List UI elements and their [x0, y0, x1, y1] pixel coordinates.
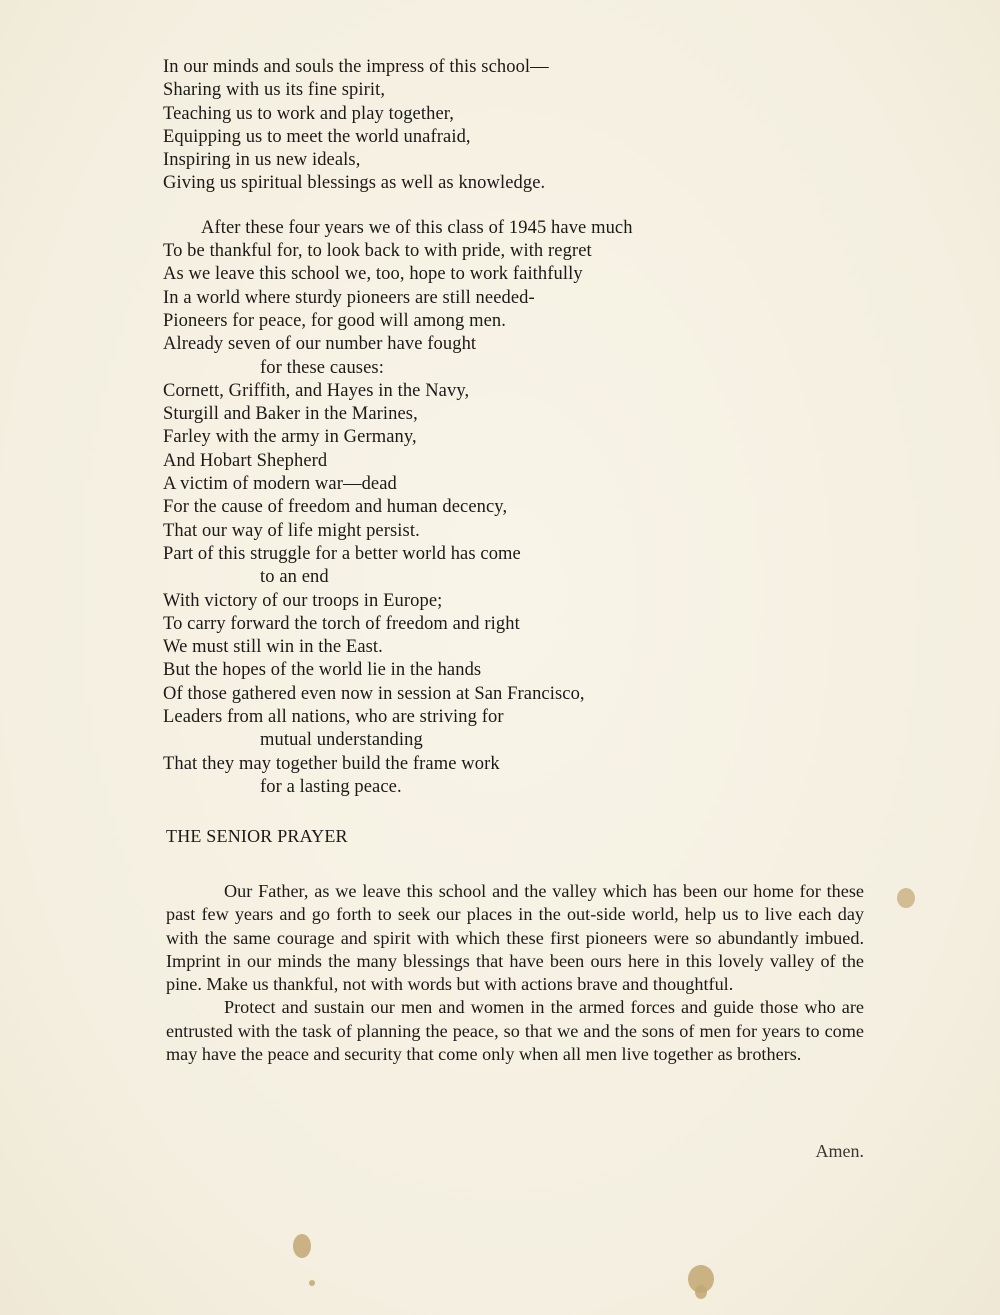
poem-line: Pioneers for peace, for good will among men. — [163, 310, 506, 331]
poem-line: After these four years we of this class of 1945 have much — [201, 217, 633, 238]
poem-line: We must still win in the East. — [163, 637, 383, 658]
poem-line: Farley with the army in Germany, — [163, 427, 417, 448]
stain-spot — [897, 888, 915, 908]
poem-line: Teaching us to work and play together, — [163, 103, 455, 124]
poem-line: Already seven of our number have fought — [163, 334, 477, 355]
poem-line: In a world where sturdy pioneers are still needed- — [163, 287, 535, 308]
poem-line: to an end — [260, 567, 329, 588]
poem-line: To be thankful for, to look back to with pride, with regret — [163, 241, 592, 262]
poem-line: To carry forward the torch of freedom and right — [163, 613, 520, 634]
poem-line: Giving us spiritual blessings as well as knowledge. — [163, 173, 546, 194]
poem-line: Leaders from all nations, who are striving for — [163, 707, 504, 728]
poem-line: Part of this struggle for a better world has come — [163, 543, 521, 564]
poem-line: For the cause of freedom and human decency, — [163, 497, 508, 518]
poem-line: Sharing with us its fine spirit, — [163, 80, 386, 101]
prayer-paragraph: Our Father, as we leave this school and the valley which has been our home for these past few years and go forth to seek our places in the out-side world, help us to live each day with the same courage and spirit with which these first pioneers were so abundantly imbued. Imprint in our minds the many blessings that have been ours here in this lovely valley of the pine. Make us thankful, not with words but with actions brave and thoughtful. — [166, 881, 864, 995]
poem-line: And Hobart Shepherd — [163, 450, 328, 471]
prayer-body — [166, 880, 864, 1066]
poem-line: Cornett, Griffith, and Hayes in the Navy, — [163, 380, 470, 401]
poem-line: With victory of our troops in Europe; — [163, 590, 443, 611]
poem-line: A victim of modern war—dead — [163, 474, 397, 495]
stanza-2 — [163, 217, 803, 799]
poem-line: That our way of life might persist. — [163, 520, 420, 541]
poem-line: Inspiring in us new ideals, — [163, 150, 361, 171]
stain-spot — [309, 1280, 315, 1286]
poem-line: mutual understanding — [260, 730, 423, 751]
stain-spot — [695, 1285, 707, 1299]
stanza-1 — [163, 56, 803, 196]
stanza-gap — [163, 196, 803, 217]
stain-spot — [293, 1234, 311, 1258]
poem-line: Of those gathered even now in session at San Francisco, — [163, 683, 585, 704]
poem-line: In our minds and souls the impress of this school— — [163, 57, 549, 77]
poem-line: Sturgill and Baker in the Marines, — [163, 404, 418, 425]
poem-line: As we leave this school we, too, hope to work faithfully — [163, 264, 583, 285]
prayer-paragraph: Protect and sustain our men and women in the armed forces and guide those who are entrusted with the task of planning the peace, so that we and the sons of men for years to come may have the peace and security that come only when all men live together as brothers. — [166, 997, 864, 1065]
poem-line: Equipping us to meet the world unafraid, — [163, 126, 471, 147]
poem-line: for a lasting peace. — [260, 776, 402, 797]
prayer-closing: Amen. — [815, 1141, 864, 1161]
poem — [163, 56, 803, 799]
poem-line: But the hopes of the world lie in the hands — [163, 660, 482, 681]
section-heading: THE SENIOR PRAYER — [166, 826, 348, 846]
poem-line: for these causes: — [260, 357, 384, 378]
poem-line: That they may together build the frame work — [163, 753, 500, 774]
